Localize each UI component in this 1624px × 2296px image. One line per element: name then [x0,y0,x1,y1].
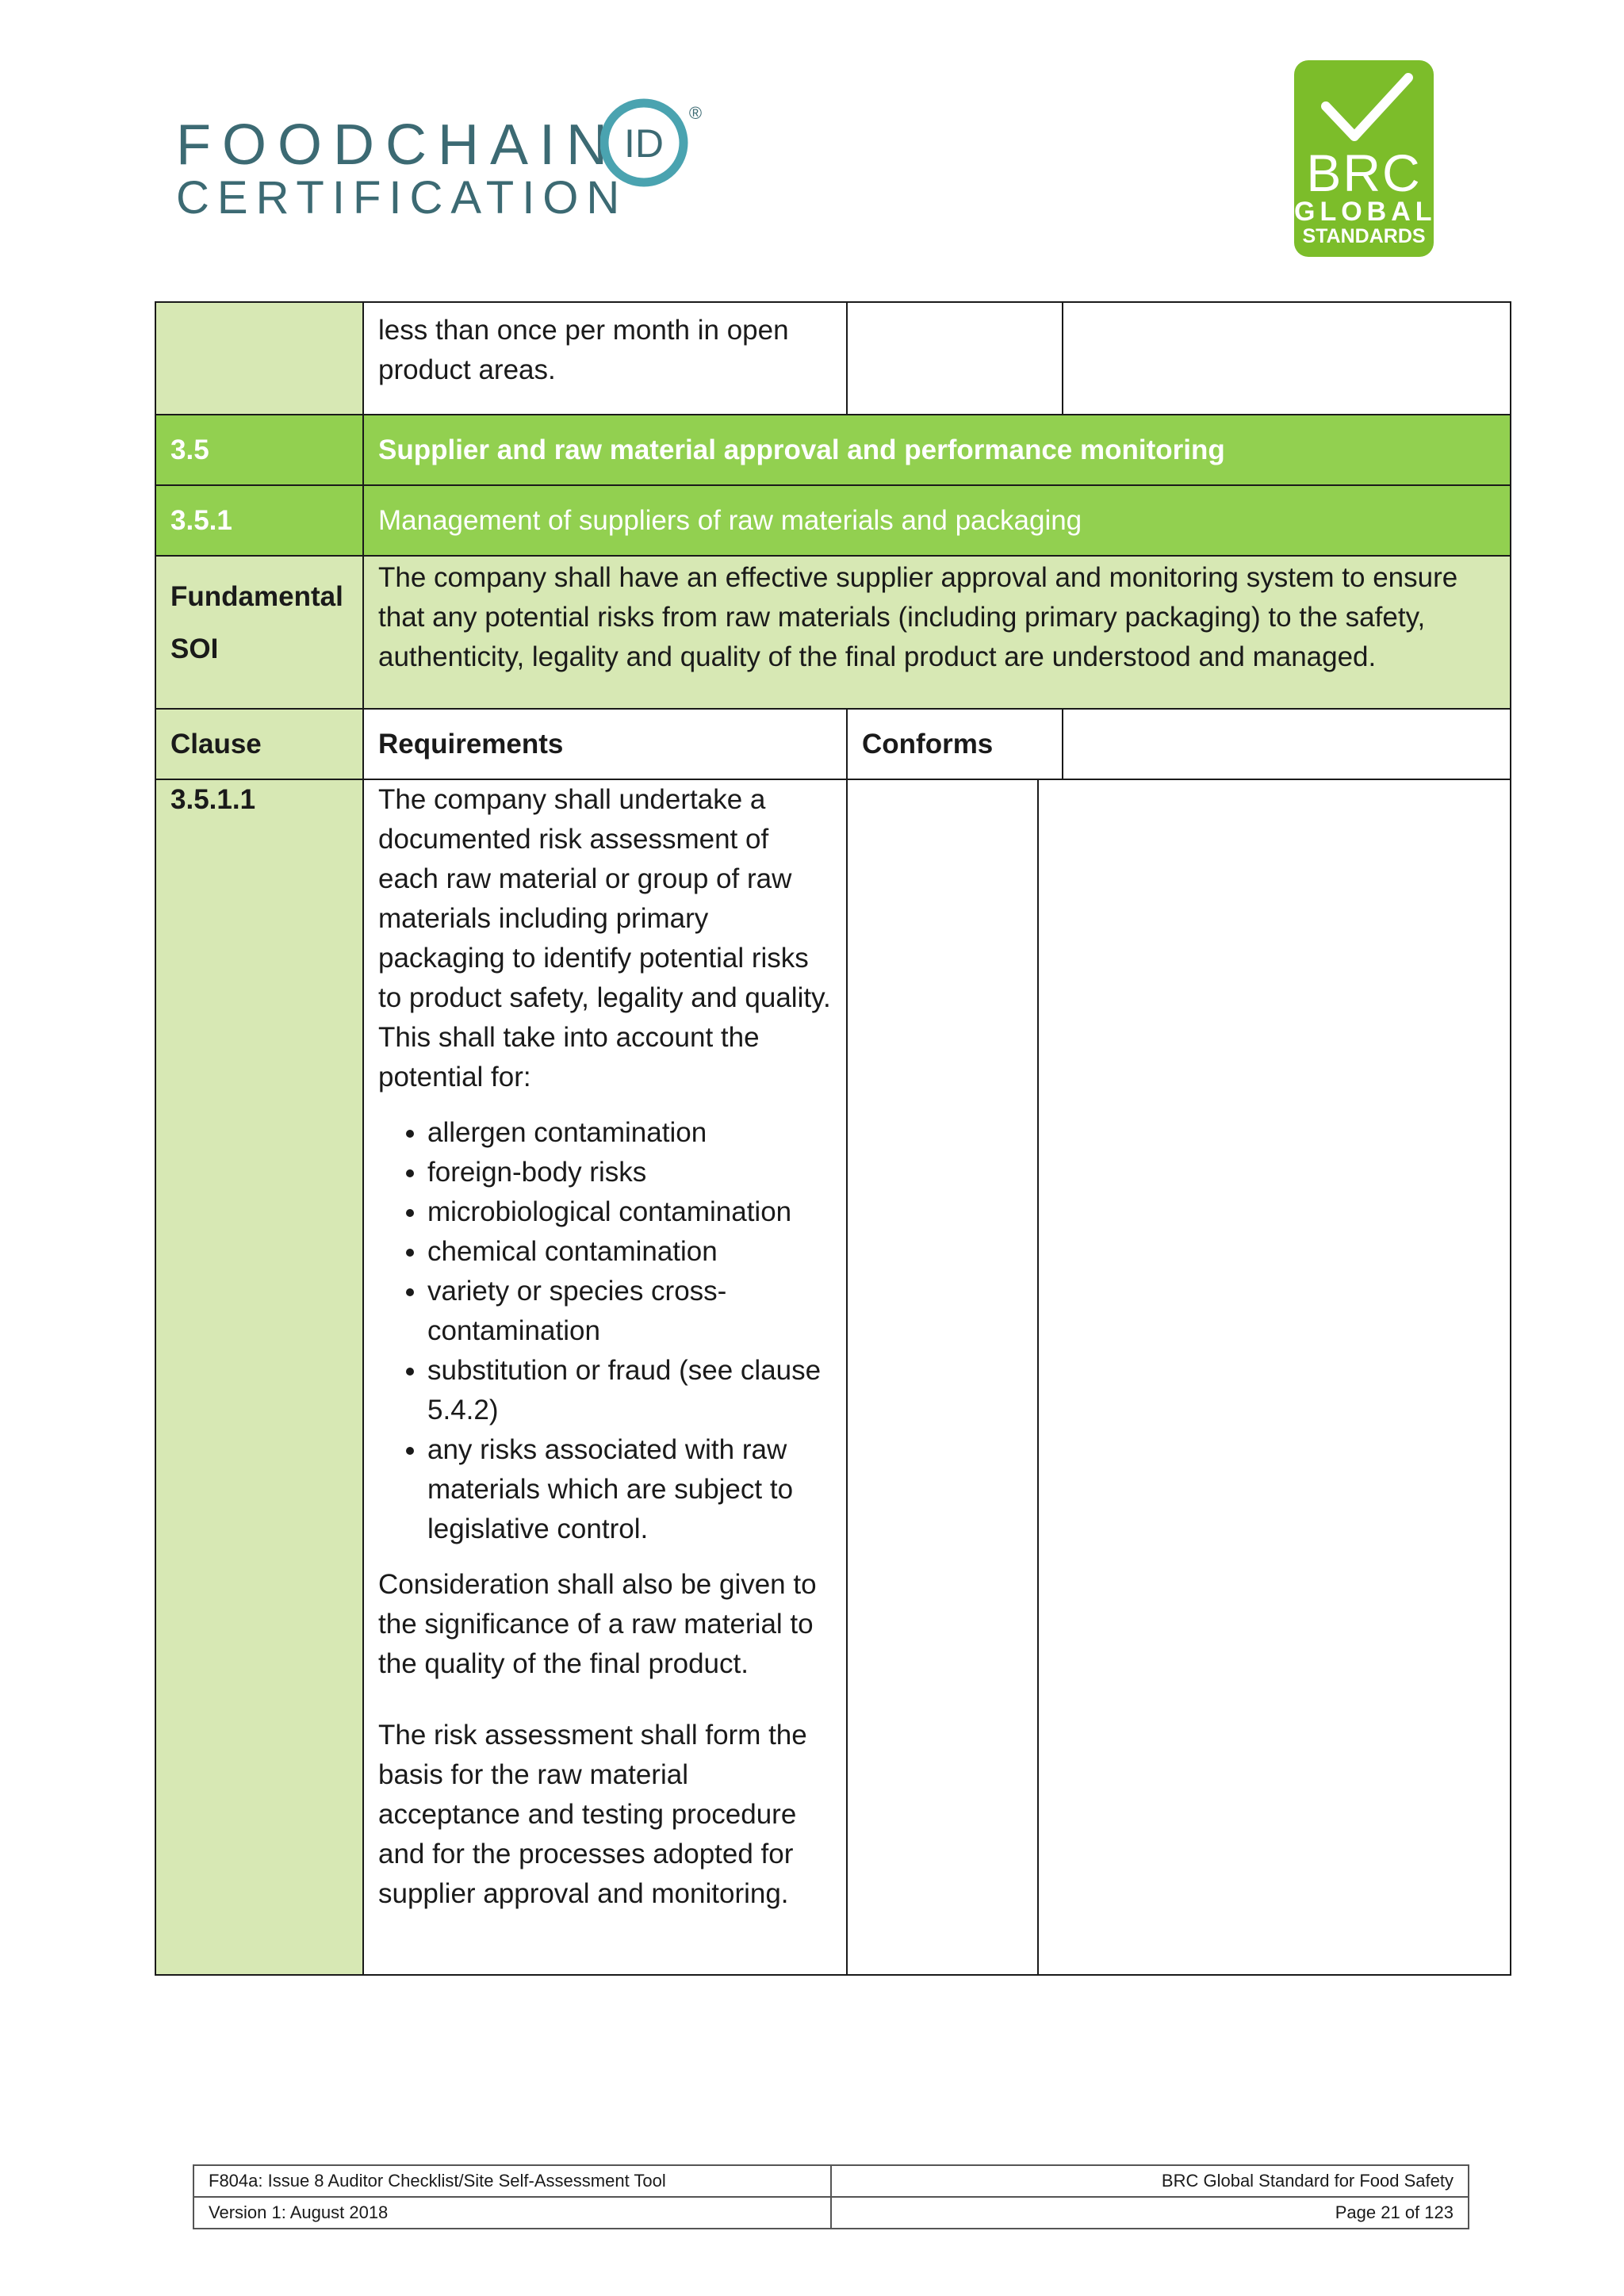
page-header [0,0,1624,285]
requirement-para3: The risk assessment shall form the basis for the raw material acceptance and testing procedure and for the processes adopted for supplier approval and monitoring. [378,1720,807,1909]
clause-cell-empty [155,302,363,415]
soi-row [155,556,1511,709]
section-row [155,415,1511,485]
column-header-row [155,709,1511,779]
risk-list [378,1113,832,1549]
list-item: • allergen contamination [427,1113,832,1153]
footer-document-id: F804a: Issue 8 Auditor Checklist/Site Self-Assessment Tool [193,2165,831,2197]
soi-label-line2: SOI [170,633,219,664]
soi-label-line1: Fundamental [170,581,343,612]
soi-label [155,556,363,709]
conforms-cell[interactable] [848,780,1038,1974]
conforms-cell[interactable] [847,302,1063,415]
registered-mark: ® [688,103,703,123]
clause-row [155,779,1511,1975]
footer-page-number: Page 21 of 123 [831,2197,1469,2229]
standards-text: STANDARDS [1302,225,1426,247]
brc-global-standards-logo [1294,60,1437,257]
header-requirements: Requirements [363,709,847,779]
requirement-cell: less than once per month in open product areas. [363,302,847,415]
logo-word-certification: CERTIFICATION [176,172,628,224]
logo-word-foodchain: FOODCHAIN [176,113,619,177]
requirement-para2: Consideration shall also be given to the significance of a raw material to the quality of the final product. [378,1569,817,1679]
subsection-row [155,485,1511,556]
list-item: • microbiological contamination [427,1192,832,1232]
brc-text: BRC [1306,144,1422,202]
section-title: Supplier and raw material approval and performance monitoring [363,415,1511,485]
checkmark-icon [1308,68,1419,147]
header-clause: Clause [155,709,363,779]
clause-response-area [847,779,1511,1975]
list-item: • any risks associated with raw materials which are subject to legislative control. [427,1430,832,1549]
global-text: GLOBAL [1294,197,1437,227]
foodchain-logo [176,89,731,232]
header-conforms: Conforms [847,709,1063,779]
page-footer [193,2164,1469,2229]
soi-text: The company shall have an effective supplier approval and monitoring system to ensure that any potential risks from raw materials (including primary packaging) to the safety, authenticity, legality and quality of the final product are understood and managed. [363,556,1511,709]
section-number: 3.5 [155,415,363,485]
footer-standard-name: BRC Global Standard for Food Safety [831,2165,1469,2197]
list-item: • substitution or fraud (see clause 5.4.2) [427,1351,832,1430]
subsection-title: Management of suppliers of raw materials and packaging [363,485,1511,556]
clause-number: 3.5.1.1 [155,779,363,1975]
list-item: • chemical contamination [427,1232,832,1272]
continued-row [155,302,1511,415]
comments-cell[interactable] [1063,302,1511,415]
footer-version: Version 1: August 2018 [193,2197,831,2229]
comments-cell[interactable] [1038,780,1510,1974]
header-comments [1063,709,1511,779]
logo-id-text: ID [624,121,664,166]
audit-checklist-table [155,301,1511,1976]
list-item: • foreign-body risks [427,1153,832,1192]
list-item: • variety or species cross-contamination [427,1272,832,1351]
requirement-intro: The company shall undertake a documented risk assessment of each raw material or group of raw materials including primary packaging to identify potential risks to product safety, legality and quality. This shall take into account the potential for: [378,784,831,1093]
clause-requirement [363,779,847,1975]
subsection-number: 3.5.1 [155,485,363,556]
